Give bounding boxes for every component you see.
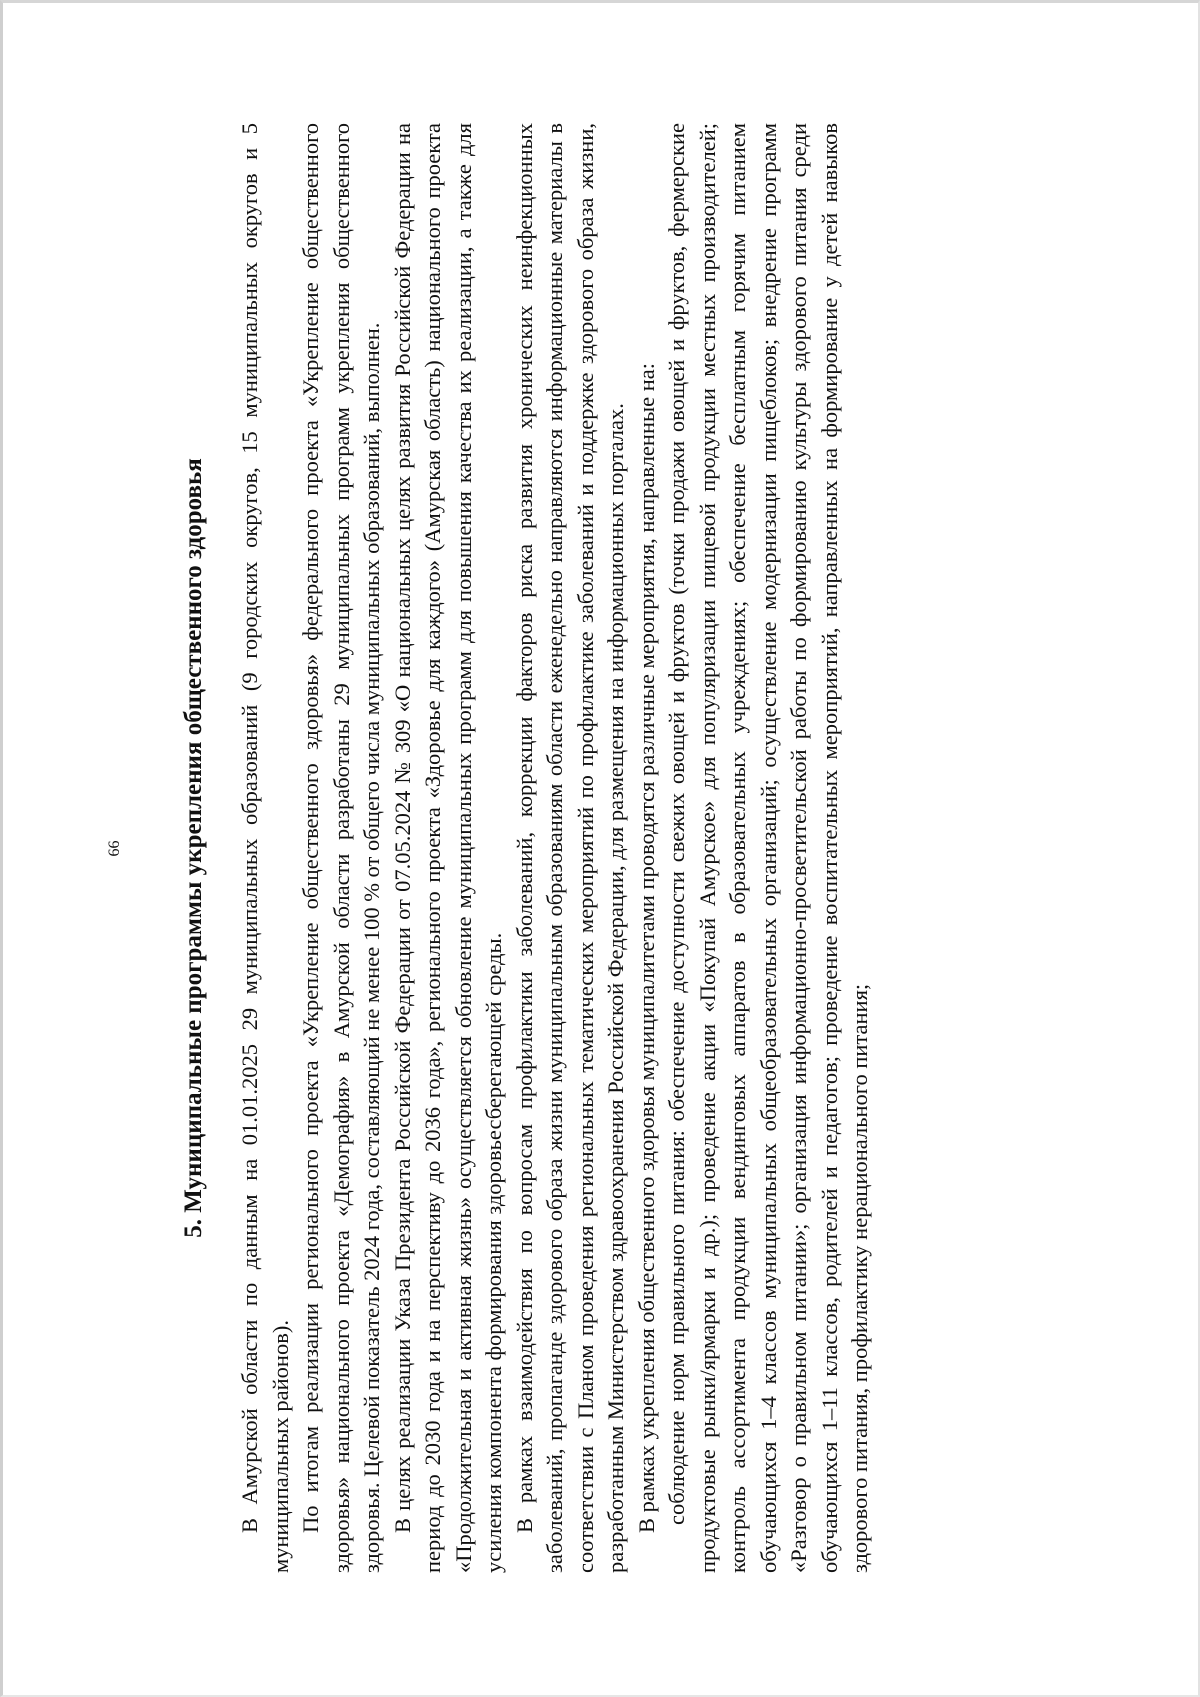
- paragraph: По итогам реализации регионального проекта «Укрепление общественного здоровья» федерального проекта «Укрепление общественного здоровья» национального проекта «Демография» в Амурской области разработаны 29 муниципальных программ укрепления общественного здоровья. Целевой показатель 2024 года, составляющий не менее 100 % от общего числа муниципальных образований, выполнен.: [298, 123, 384, 1573]
- paragraph: В Амурской области по данным на 01.01.2025 29 муниципальных образований (9 городских округов, 15 муниципальных округов и 5 муниципальных районов).: [237, 123, 293, 1573]
- page-content: [180, 123, 876, 1573]
- paragraph: В рамках взаимодействия по вопросам профилактики заболеваний, коррекции факторов риска развития хронических неинфекционных заболеваний, пропаганде здорового образа жизни муниципальным образованиям области еженедельно направляются информационные материалы в соответствии с Планом проведения региональных тематических мероприятий по профилактике заболеваний и поддержке здорового образа жизни, разработанным Министерством здравоохранения Российской Федерации, для размещения на информационных порталах.: [511, 123, 628, 1573]
- paragraph: В целях реализации Указа Президента Российской Федерации от 07.05.2024 № 309 «О национальных целях развития Российской Федерации на период до 2030 года и на перспективу до 2036 года», регионального проекта «Здоровье для каждого» (Амурская область) национального проекта «Продолжительная и активная жизнь» осуществляется обновление муниципальных программ для повышения качества их реализации, а также для усиления компонента формирования здоровьесберегающей среды.: [389, 123, 506, 1573]
- paragraph: соблюдение норм правильного питания: обеспечение доступности свежих овощей и фруктов (точки продажи овощей и фруктов, фермерские продуктовые рынки/ярмарки и др.); проведение акции «Покупай Амурское» для популяризации пищевой продукции местных производителей; контроль ассортимента продукции вендинговых аппаратов в образовательных учреждениях; обеспечение бесплатным горячим питанием обучающихся 1–4 классов муниципальных общеобразовательных организаций; осуществление модернизации пищеблоков; внедрение программ «Разговор о правильном питании»; организация информационно-просветительской работы по формированию культуры здорового питания среди обучающихся 1–11 классов, родителей и педагогов; проведение воспитательных мероприятий, направленных на формирование у детей навыков здорового питания, профилактику нерационального питания;: [664, 123, 872, 1573]
- page-number: 66: [106, 840, 123, 857]
- section-title: 5. Муниципальные программы укрепления общественного здоровья: [180, 458, 207, 1238]
- paragraph: В рамках укрепления общественного здоровья муниципалитетами проводятся различные мероприятия, направленные на:: [633, 362, 659, 1533]
